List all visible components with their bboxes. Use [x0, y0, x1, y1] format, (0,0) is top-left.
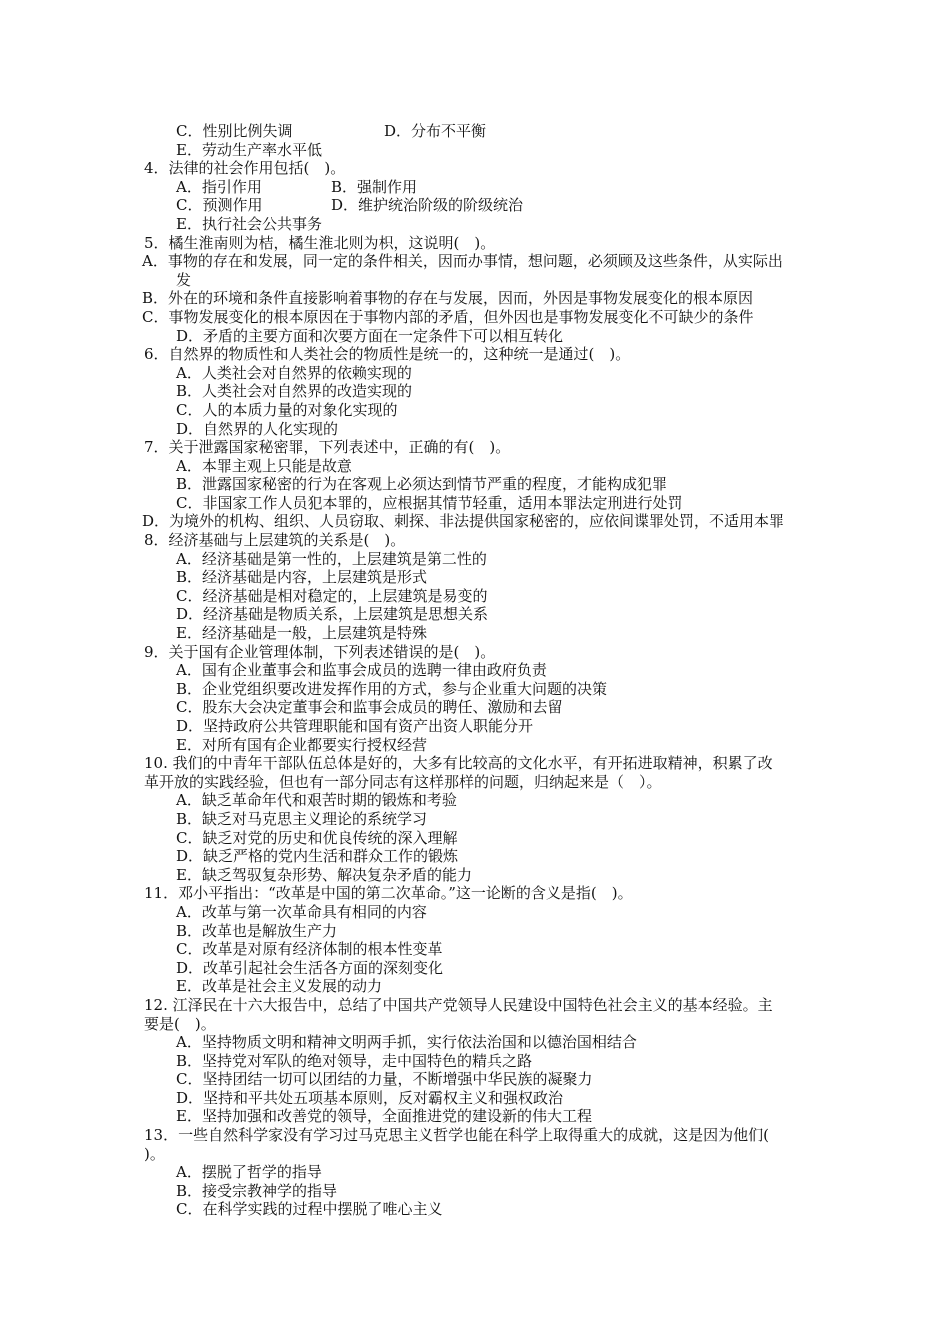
q12-option-d: D．坚持和平共处五项基本原则，反对霸权主义和强权政治	[176, 1088, 564, 1107]
q13-option-a: A．摆脱了哲学的指导	[176, 1163, 322, 1182]
q8-stem: 8．经济基础与上层建筑的关系是( )。	[144, 531, 406, 550]
q12-stem-line2: 要是( )。	[144, 1014, 216, 1033]
q12-option-a: A．坚持物质文明和精神文明两手抓，实行依法治国和以德治国相结合	[176, 1033, 637, 1052]
q5-option-a-line2: 发	[176, 270, 192, 289]
question-list	[144, 122, 844, 1219]
q8-option-b: B．经济基础是内容，上层建筑是形式	[176, 568, 428, 587]
q3-option-e: E．劳动生产率水平低	[176, 140, 322, 159]
q6-option-d: D．自然界的人化实现的	[176, 419, 339, 438]
q7-option-d: D．为境外的机构、组织、人员窃取、刺探、非法提供国家秘密的，应依间谍罪处罚，不适用本罪	[142, 512, 785, 531]
q4-option-e: E．执行社会公共事务	[176, 214, 322, 233]
q5-option-a-line1: A．事物的存在和发展，同一定的条件相关，因而办事情，想问题，必须顾及这些条件，从实际出	[142, 252, 783, 271]
q5-stem: 5．橘生淮南则为桔，橘生淮北则为枳，这说明( )。	[144, 233, 496, 252]
q9-option-a: A．国有企业董事会和监事会成员的选聘一律由政府负责	[176, 661, 547, 680]
q13-stem-line1: 13．一些自然科学家没有学习过马克思主义哲学也能在科学上取得重大的成就，这是因为他们(	[144, 1126, 769, 1145]
q5-option-c: C．事物发展变化的根本原因在于事物内部的矛盾，但外因也是事物发展变化不可缺少的条件	[142, 307, 754, 326]
q7-stem: 7．关于泄露国家秘密罪，下列表述中，正确的有( )。	[144, 438, 511, 457]
q10-stem-line2: 革开放的实践经验，但也有一部分同志有这样那样的问题，归纳起来是（ ）。	[144, 772, 662, 791]
q9-option-d: D．坚持政府公共管理职能和国有资产出资人职能分开	[176, 717, 534, 735]
q11-option-c: C．改革是对原有经济体制的根本性变革	[176, 940, 443, 959]
q10-option-b: B．缺乏对马克思主义理论的系统学习	[176, 809, 428, 828]
q3-option-d: D．分布不平衡	[384, 122, 487, 140]
q13-option-c: C．在科学实践的过程中摆脱了唯心主义	[176, 1200, 443, 1219]
q3-option-row-cd	[144, 122, 844, 141]
q11-option-d: D．改革引起社会生活各方面的深刻变化	[176, 958, 444, 977]
q4-option-a: A．指引作用	[176, 177, 262, 196]
q6-option-a: A．人类社会对自然界的依赖实现的	[176, 363, 412, 382]
q3-option-c: C．性别比例失调	[176, 122, 293, 140]
q5-option-b: B．外在的环境和条件直接影响着事物的存在与发展，因而，外因是事物发展变化的根本原因	[142, 289, 754, 308]
q8-option-a: A．经济基础是第一性的，上层建筑是第二性的	[176, 549, 487, 568]
q9-option-e: E．对所有国有企业都要实行授权经营	[176, 735, 427, 754]
q12-option-e: E．坚持加强和改善党的领导，全面推进党的建设新的伟大工程	[176, 1107, 592, 1126]
q4-option-row-ab	[144, 178, 844, 197]
q4-option-row-cd	[144, 196, 844, 215]
q10-option-c: C．缺乏对党的历史和优良传统的深入理解	[176, 828, 458, 847]
q10-option-e: E．缺乏驾驭复杂形势、解决复杂矛盾的能力	[176, 865, 472, 884]
q5-option-d: D．矛盾的主要方面和次要方面在一定条件下可以相互转化	[176, 326, 564, 345]
q7-option-c: C．非国家工作人员犯本罪的，应根据其情节轻重，适用本罪法定刑进行处罚	[176, 493, 683, 512]
q11-option-a: A．改革与第一次革命具有相同的内容	[176, 902, 427, 921]
q13-stem-line2: )。	[144, 1144, 165, 1163]
q11-stem: 11．邓小平指出：“改革是中国的第二次革命。”这一论断的含义是指( )。	[144, 884, 633, 903]
q6-option-c: C．人的本质力量的对象化实现的	[176, 400, 398, 419]
q8-option-c: C．经济基础是相对稳定的，上层建筑是易变的	[176, 586, 488, 605]
q4-stem: 4．法律的社会作用包括( )。	[144, 159, 346, 178]
q4-option-d: D．维护统治阶级的阶级统治	[331, 196, 524, 215]
q12-stem-line1: 12. 江泽民在十六大报告中，总结了中国共产党领导人民建设中国特色社会主义的基本经验。主	[144, 995, 773, 1014]
q4-option-b: B．强制作用	[331, 177, 418, 196]
q10-option-a: A．缺乏革命年代和艰苦时期的锻炼和考验	[176, 791, 457, 810]
q7-option-a: A．本罪主观上只能是故意	[176, 456, 352, 475]
q6-option-b: B．人类社会对自然界的改造实现的	[176, 382, 413, 401]
q13-option-b: B．接受宗教神学的指导	[176, 1181, 338, 1200]
q6-stem: 6．自然界的物质性和人类社会的物质性是统一的，这种统一是通过( )。	[144, 345, 631, 364]
q9-option-b: B．企业党组织要改进发挥作用的方式，参与企业重大问题的决策	[176, 679, 608, 698]
q9-stem: 9．关于国有企业管理体制，下列表述错误的是( )。	[144, 642, 496, 661]
q10-option-d: D．缺乏严格的党内生活和群众工作的锻炼	[176, 847, 459, 866]
q7-option-b: B．泄露国家秘密的行为在客观上必须达到情节严重的程度，才能构成犯罪	[176, 475, 668, 494]
q10-stem-line1: 10. 我们的中青年干部队伍总体是好的，大多有比较高的文化水平，有开拓进取精神，积累了改	[144, 754, 773, 773]
q8-option-d: D．经济基础是物质关系，上层建筑是思想关系	[176, 605, 489, 624]
q9-option-c: C．股东大会决定董事会和监事会成员的聘任、激励和去留	[176, 698, 563, 717]
q12-option-c: C．坚持团结一切可以团结的力量，不断增强中华民族的凝聚力	[176, 1070, 593, 1089]
q11-option-e: E．改革是社会主义发展的动力	[176, 977, 382, 996]
q8-option-e: E．经济基础是一般，上层建筑是特殊	[176, 624, 427, 643]
q11-option-b: B．改革也是解放生产力	[176, 921, 338, 940]
q12-option-b: B．坚持党对军队的绝对领导，走中国特色的精兵之路	[176, 1051, 533, 1070]
q4-option-c: C．预测作用	[176, 196, 263, 215]
